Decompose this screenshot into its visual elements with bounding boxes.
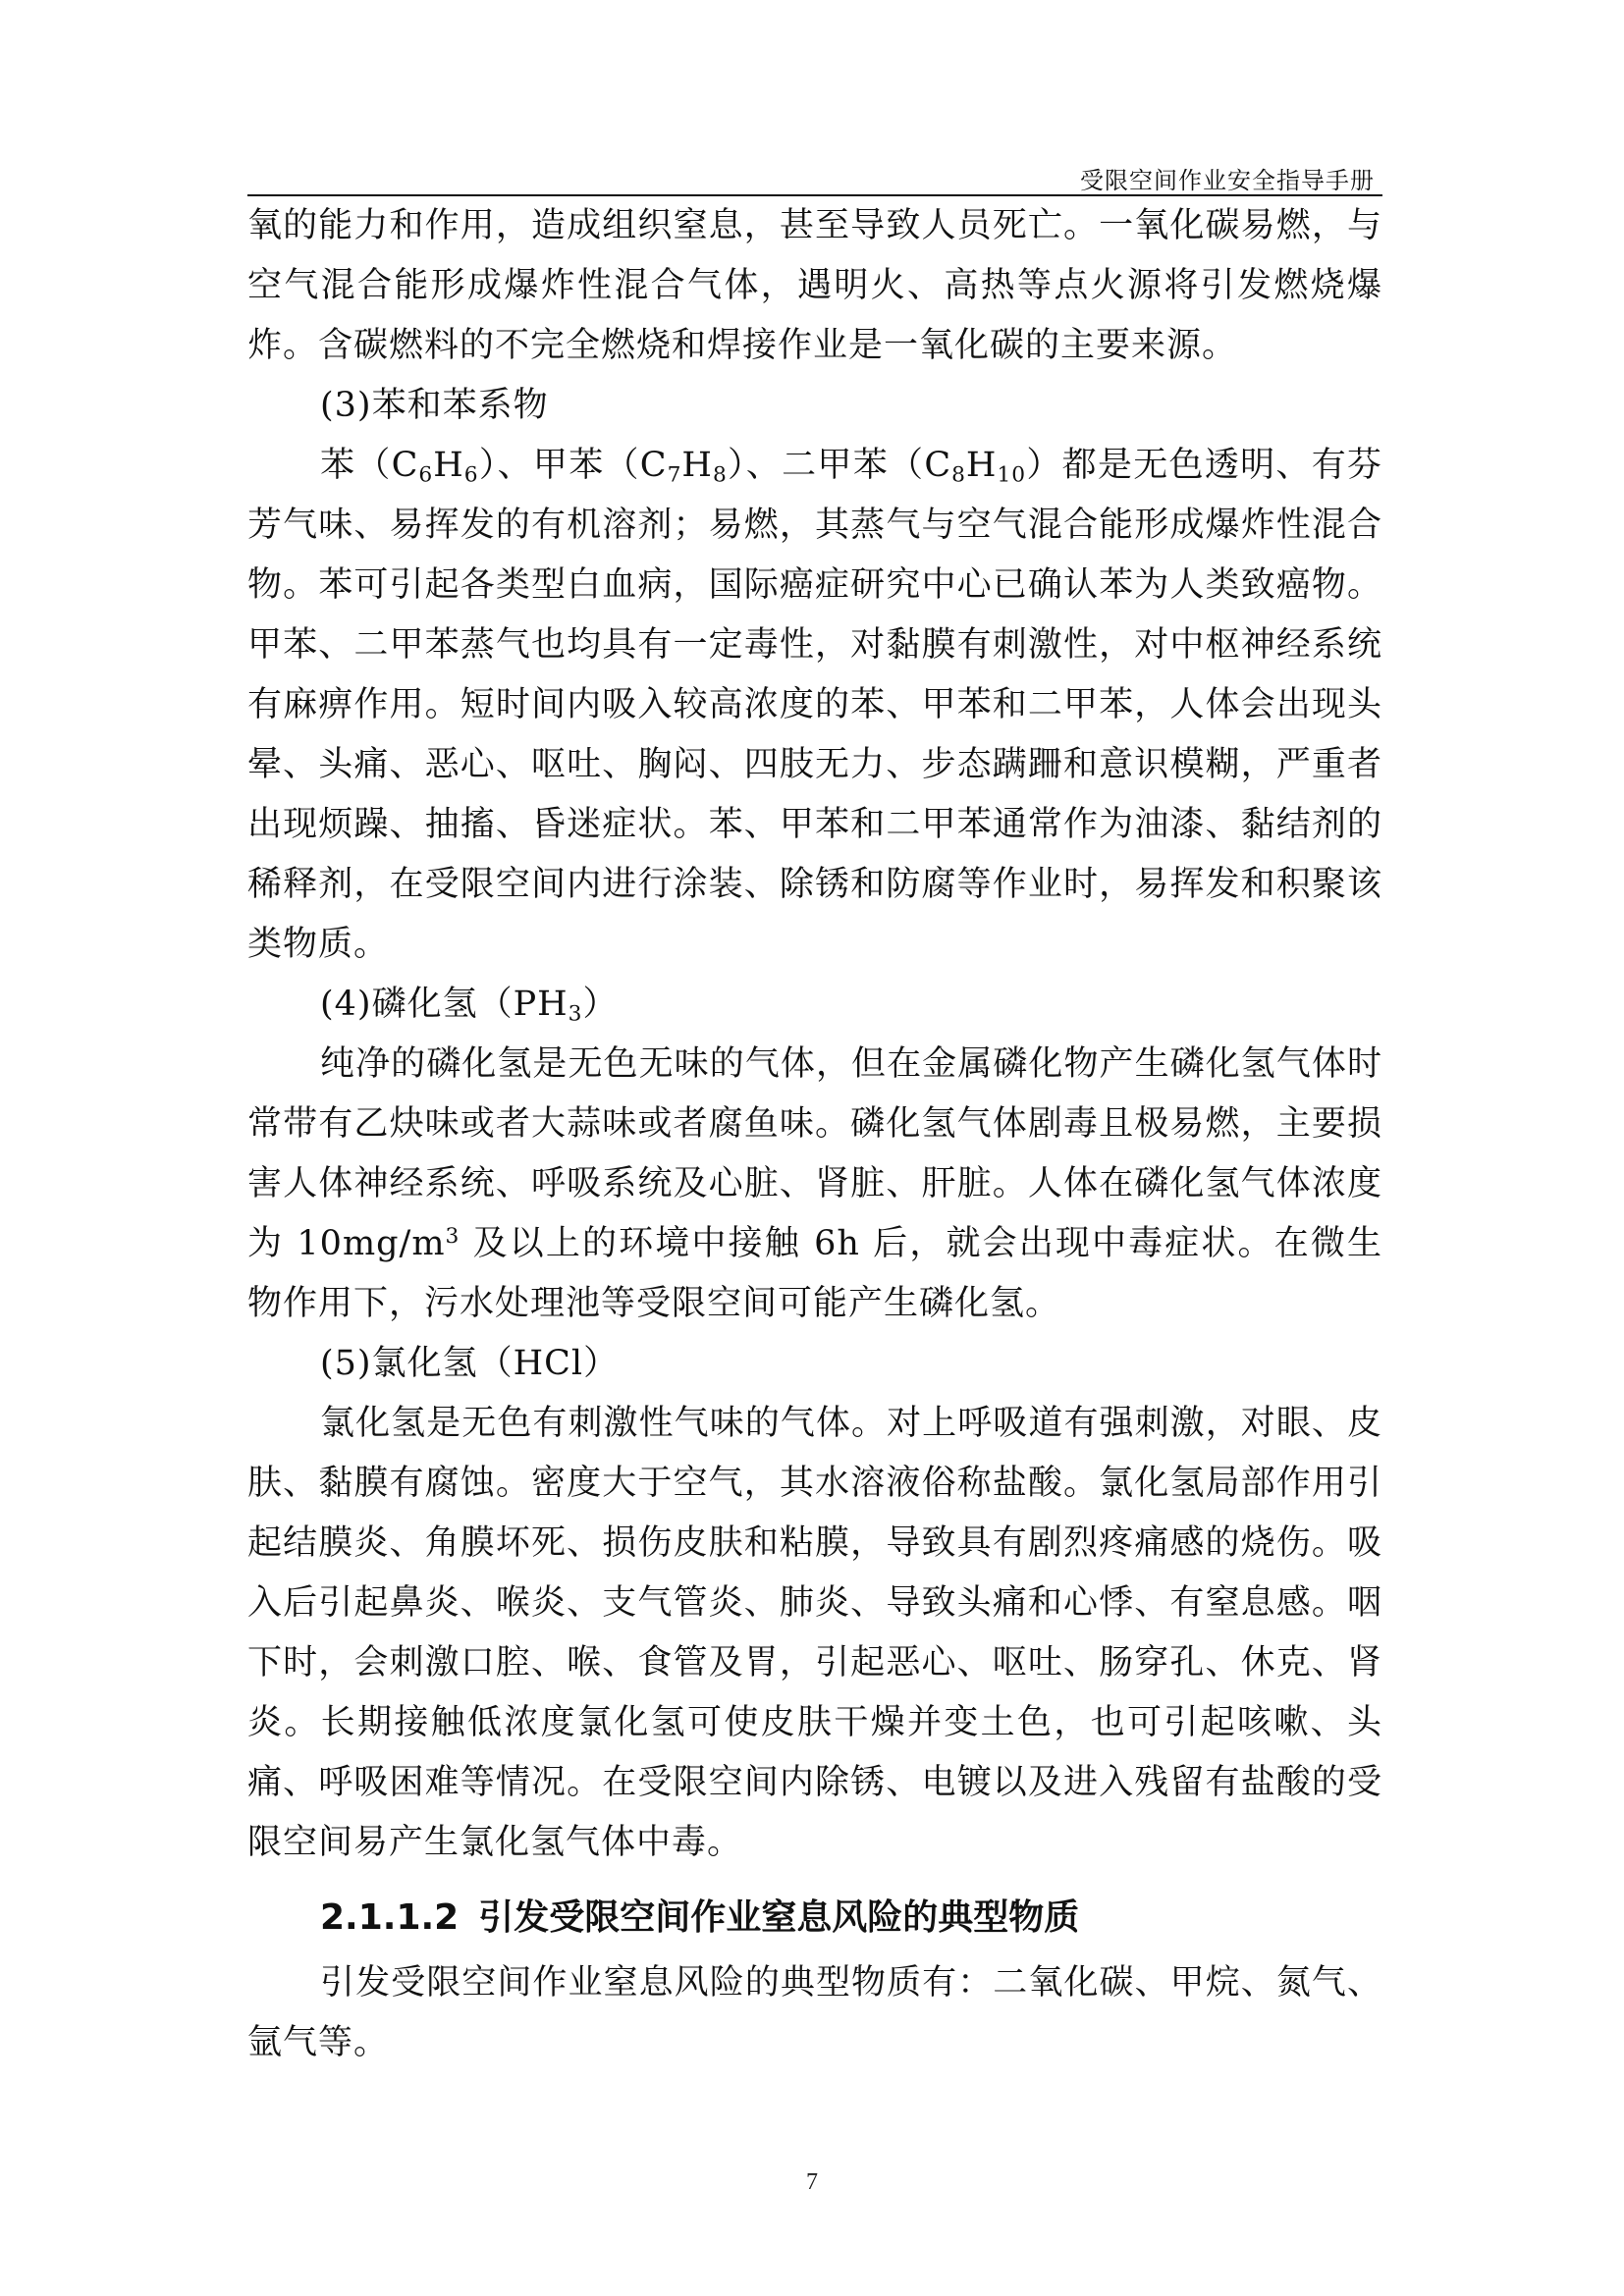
subheading-benzene: (3)苯和苯系物	[320, 386, 549, 425]
paragraph-phosphine: 纯净的磷化氢是无色无味的气体，但在金属磷化物产生磷化氢气体时常带有乙炔味或者大蒜味或者腐鱼味。磷化氢气体剧毒且极易燃，主要损害人体神经系统、呼吸系统及心脏、肾脏、肝脏。人体在磷化氢气体浓度为 $10mg/m^3$ 及以上的环境中接触 6h 后，就会出现中毒症状。在微生物作用下，污水处理池等受限空间可能产生磷化氢。	[247, 1044, 1382, 1323]
section-title: 引发受限空间作业窒息风险的典型物质	[478, 1897, 1080, 1938]
page-body	[247, 196, 1382, 2073]
paragraph-benzene: 苯$(C_6H_6)$、甲苯$(C_7H_8)$、二甲苯$(C_8H_{10})$都是无色透明、有芬芳气味、易挥发的有机溶剂；易燃，其蒸气与空气混合能形成爆炸性混合物。苯可引起各类型白血病，国际癌症研究中心已确认苯为人类致癌物。甲苯、二甲苯蒸气也均具有一定毒性，对黏膜有刺激性，对中枢神经系统有麻痹作用。短时间内吸入较高浓度的苯、甲苯和二甲苯，人体会出现头晕、头痛、恶心、呕吐、胸闷、四肢无力、步态蹒跚和意识模糊，严重者出现烦躁、抽搐、昏迷症状。苯、甲苯和二甲苯通常作为油漆、黏结剂的稀释剂，在受限空间内进行涂装、除锈和防腐等作业时，易挥发和积聚该类物质。	[247, 446, 1383, 964]
section-heading	[247, 1883, 1382, 1953]
paragraph-hcl: 氯化氢是无色有刺激性气味的气体。对上呼吸道有强刺激，对眼、皮肤、黏膜有腐蚀。密度大于空气，其水溶液俗称盐酸。氯化氢局部作用引起结膜炎、角膜坏死、损伤皮肤和粘膜，导致具有剧烈疼痛感的烧伤。吸入后引起鼻炎、喉炎、支气管炎、肺炎、导致头痛和心悸、有窒息感。咽下时，会刺激口腔、喉、食管及胃，引起恶心、呕吐、肠穿孔、休克、肾炎。长期接触低浓度氯化氢可使皮肤干燥并变土色，也可引起咳嗽、头痛、呼吸困难等情况。在受限空间内除锈、电镀以及进入残留有盐酸的受限空间易产生氯化氢气体中毒。	[247, 1404, 1382, 1862]
subheading-phosphine: (4)磷化氢$(PH_3)$	[320, 985, 619, 1027]
header-title: 受限空间作业安全指导手册	[1080, 167, 1375, 194]
page-header	[247, 157, 1382, 196]
paragraph-co-continued: 氧的能力和作用，造成组织窒息，甚至导致人员死亡。一氧化碳易燃，与空气混合能形成爆炸性混合气体，遇明火、高热等点火源将引发燃烧爆炸。含碳燃料的不完全燃烧和焊接作业是一氧化碳的主要来源。	[247, 206, 1382, 365]
paragraph-asphyxiation: 引发受限空间作业窒息风险的典型物质有：二氧化碳、甲烷、氮气、氩气等。	[247, 1963, 1382, 2062]
page-number: 7	[806, 2169, 818, 2195]
section-number: 2.1.1.2	[320, 1897, 460, 1938]
subheading-hcl: (5)氯化氢（HCl）	[320, 1344, 620, 1383]
